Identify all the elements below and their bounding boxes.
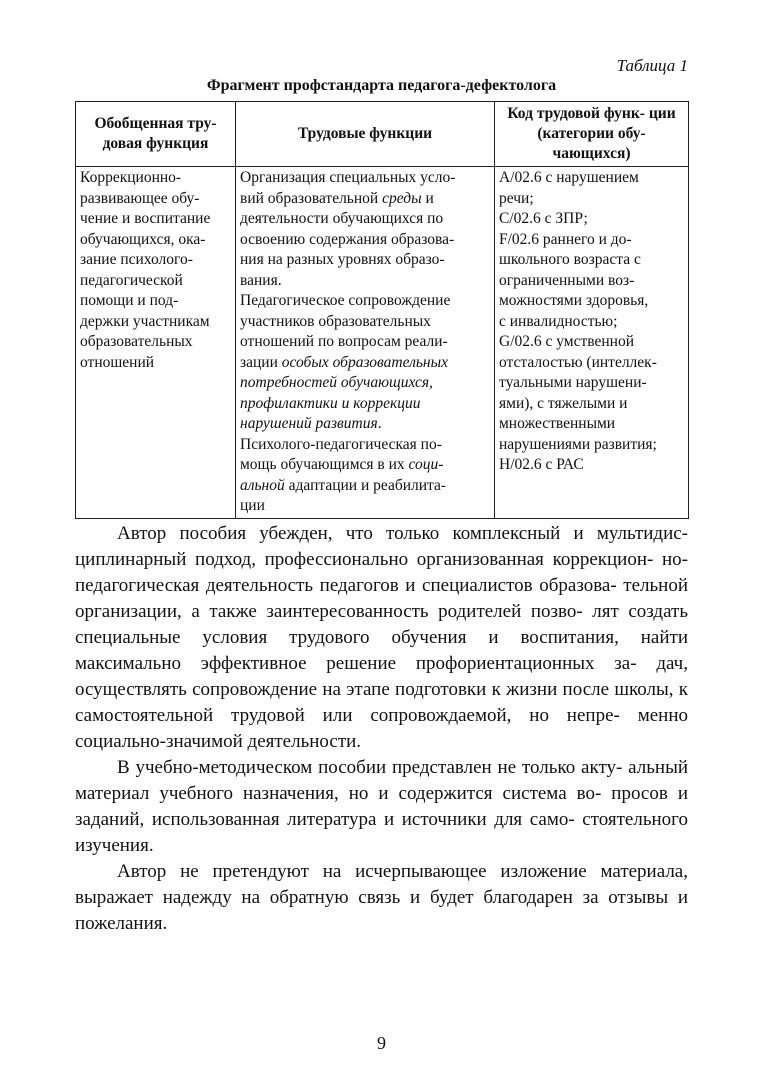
cell-line [240, 332, 490, 353]
cell-line: G/02.6 с умственной [499, 333, 635, 350]
text: вий образовательной [240, 189, 383, 207]
text: вания. [240, 271, 282, 289]
italic-text: профилактики и коррекции [240, 394, 421, 412]
cell-line: Коррекционно- [80, 169, 182, 186]
cell-line [240, 373, 490, 394]
cell-line: чение и воспитание [80, 210, 211, 227]
cell-line: ями), с тяжелыми и [499, 394, 628, 412]
table-label: Таблица 1 [616, 56, 688, 75]
cell-line [240, 271, 490, 292]
cell-line: отсталостью (интеллек- [499, 353, 657, 371]
profstandard-table [75, 101, 689, 519]
cell-line: туальными нарушени- [499, 374, 647, 391]
text: мощь обучающимся в их [240, 456, 409, 473]
text: Педагогическое сопровождение [240, 292, 451, 309]
italic-text: среды [382, 189, 422, 207]
cell-line [240, 168, 490, 189]
cell-line: обучающихся, ока- [80, 230, 206, 248]
cell-line [240, 312, 490, 333]
text: участников образовательных [240, 312, 431, 330]
cell-line: А/02.6 с нарушением [499, 169, 639, 186]
table-row [76, 167, 689, 519]
text: и [421, 189, 434, 207]
cell-line: С/02.6 с ЗПР; [499, 210, 588, 227]
paragraph: Автор пособия убежден, что только комплексный и мультидис- циплинарный подход, профессионально организованная коррекцион- но-педагогическая деятельность педагогов и специалистов образова- тельной организации, а также заинтересованность родителей позво- лят создать специальные условия трудового обучения и воспитания, найти максимально эффективное решение профориентационных за- дач, осуществлять сопровождение на этапе подготовки к жизни после школы, к самостоятельной трудовой или сопровождаемой, но непре- менно социально-значимой деятельности. [75, 523, 688, 752]
cell-line: отношений [80, 353, 155, 371]
cell-line: помощи и под- [80, 292, 179, 309]
cell-line [240, 394, 490, 415]
paragraph: В учебно-методическом пособии представлен не только акту- альный материал учебного назначения, но и содержится система во- просов и заданий, использованная литература и источники для само- стоятельного изучения. [75, 757, 688, 856]
cell-line: педагогической [80, 271, 183, 289]
cell-function-codes [495, 167, 689, 519]
cell-line: школьного возраста с [499, 251, 641, 268]
table-title: Фрагмент профстандарта педагога-дефектолога [206, 77, 557, 94]
cell-line: ограниченными воз- [499, 271, 635, 289]
text: деятельности обучающихся по [240, 210, 444, 227]
text: Организация специальных усло- [240, 169, 456, 186]
cell-line: развивающее обу- [80, 189, 200, 207]
paragraph: Автор не претендуют на исчерпывающее изложение материала, выражает надежду на обратную связь и будет благодарен за отзывы и пожелания. [75, 861, 688, 934]
text: зации [240, 353, 282, 371]
text: адаптации и реабилита- [284, 476, 447, 494]
text: ния на разных уровнях образо- [240, 251, 445, 268]
cell-line: можностями здоровья, [499, 292, 649, 309]
cell-line [240, 455, 490, 476]
cell-line [240, 291, 490, 312]
page-number: 9 [377, 1033, 386, 1053]
italic-text: соци- [408, 456, 444, 473]
italic-text: нарушений развития [240, 415, 378, 432]
cell-line [240, 189, 490, 210]
text: отношений по вопросам реали- [240, 333, 448, 350]
cell-line: зание психолого- [80, 251, 193, 268]
cell-generalized-function [76, 167, 236, 519]
cell-line [240, 209, 490, 230]
cell-line: речи; [499, 189, 534, 207]
italic-text: особых образовательных [281, 353, 448, 371]
text: ции [240, 497, 265, 514]
text: освоению содержания образова- [240, 230, 455, 248]
cell-line [240, 496, 490, 517]
cell-line: нарушениями развития; [499, 435, 657, 453]
cell-line [240, 435, 490, 456]
cell-line [240, 476, 490, 497]
italic-text: потребностей обучающихся, [240, 374, 433, 391]
cell-line: держки участникам [80, 312, 210, 330]
cell-line [240, 250, 490, 271]
header-function-code: Код трудовой функ- ции (категории обу- чающихся) [495, 102, 689, 167]
body-text [75, 521, 688, 937]
cell-line: образовательных [80, 333, 193, 350]
cell-line [240, 230, 490, 251]
header-generalized-function: Обобщенная тру- довая функция [76, 102, 236, 167]
cell-line: множественными [499, 415, 616, 432]
text: Психолого-педагогическая по- [240, 435, 442, 453]
cell-line [240, 353, 490, 374]
text: . [377, 415, 382, 432]
cell-line [240, 414, 490, 435]
cell-labor-functions [236, 167, 495, 519]
header-labor-functions: Трудовые функции [236, 102, 495, 167]
italic-text: альной [240, 476, 285, 494]
cell-line: с инвалидностью; [499, 312, 618, 330]
table-header-row [76, 102, 689, 167]
cell-line: F/02.6 раннего и до- [499, 230, 632, 248]
cell-line: Н/02.6 с РАС [499, 456, 584, 473]
